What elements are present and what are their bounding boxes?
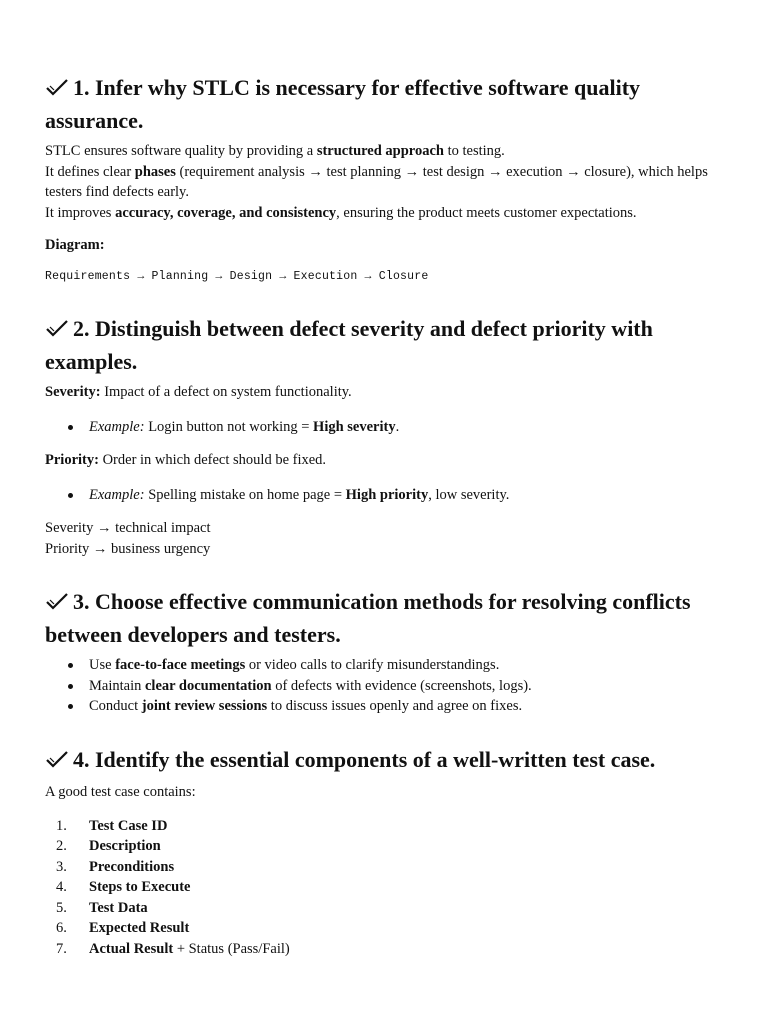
checkmark-icon [45, 318, 69, 338]
list-item: 1. Test Case ID [56, 817, 168, 834]
list-item: Example: Login button not working = High severity. [45, 417, 735, 438]
checkmark-icon [45, 749, 69, 769]
list-item: Example: Spelling mistake on home page = High priority, low severity. [45, 485, 735, 506]
list-item: 3. Preconditions [56, 858, 175, 875]
q2-heading: 2. Distinguish between defect severity and defect priority with examples. [45, 316, 653, 374]
list-item: 6. Expected Result [56, 920, 190, 936]
q1-intro: STLC ensures software quality by providing a structured approach to testing. [45, 143, 505, 159]
section-q4 [45, 743, 735, 959]
list-item: 2. Description [56, 838, 161, 854]
severity-definition: Severity: Impact of a defect on system functionality. [45, 384, 352, 400]
list-item: 5. Test Data [56, 899, 148, 916]
q3-heading: 3. Choose effective communication methods for resolving conflicts between developers and testers. [45, 589, 691, 647]
priority-example-list [45, 485, 735, 506]
checkmark-icon [45, 77, 69, 97]
q4-heading: 4. Identify the essential components of a well-written test case. [45, 743, 735, 776]
priority-definition: Priority: Order in which defect should be fixed. [45, 452, 327, 468]
list-item: Use face-to-face meetings or video calls to clarify misunderstandings. [45, 655, 735, 676]
q4-intro: A good test case contains: [45, 784, 196, 800]
q1-heading: 1. Infer why STLC is necessary for effective software quality assurance. [45, 75, 641, 133]
q1-improves: It improves accuracy, coverage, and consistency, ensuring the product meets customer expectations. [45, 204, 637, 221]
checkmark-icon [45, 591, 69, 611]
diagram-text: Requirements → Planning → Design → Execution → Closure [45, 269, 429, 283]
severity-summary: Severity → technical impact [45, 520, 211, 536]
list-item: 4. Steps to Execute [56, 879, 191, 895]
list-item: 7. Actual Result + Status (Pass/Fail) [56, 940, 290, 957]
section-q1 [45, 71, 735, 287]
list-item: Conduct joint review sessions to discuss issues openly and agree on fixes. [45, 696, 735, 717]
section-q3 [45, 585, 735, 717]
communication-methods-list [45, 655, 735, 717]
severity-example-list [45, 417, 735, 438]
list-item: Maintain clear documentation of defects with evidence (screenshots, logs). [45, 676, 735, 697]
priority-summary: Priority → business urgency [45, 540, 211, 557]
section-q2 [45, 312, 735, 559]
q1-phases: It defines clear phases (requirement analysis → test planning → test design → execution → closure), which helps testers find defects early. [45, 163, 708, 200]
test-case-components-list [45, 816, 735, 960]
diagram-label: Diagram: [45, 237, 105, 253]
